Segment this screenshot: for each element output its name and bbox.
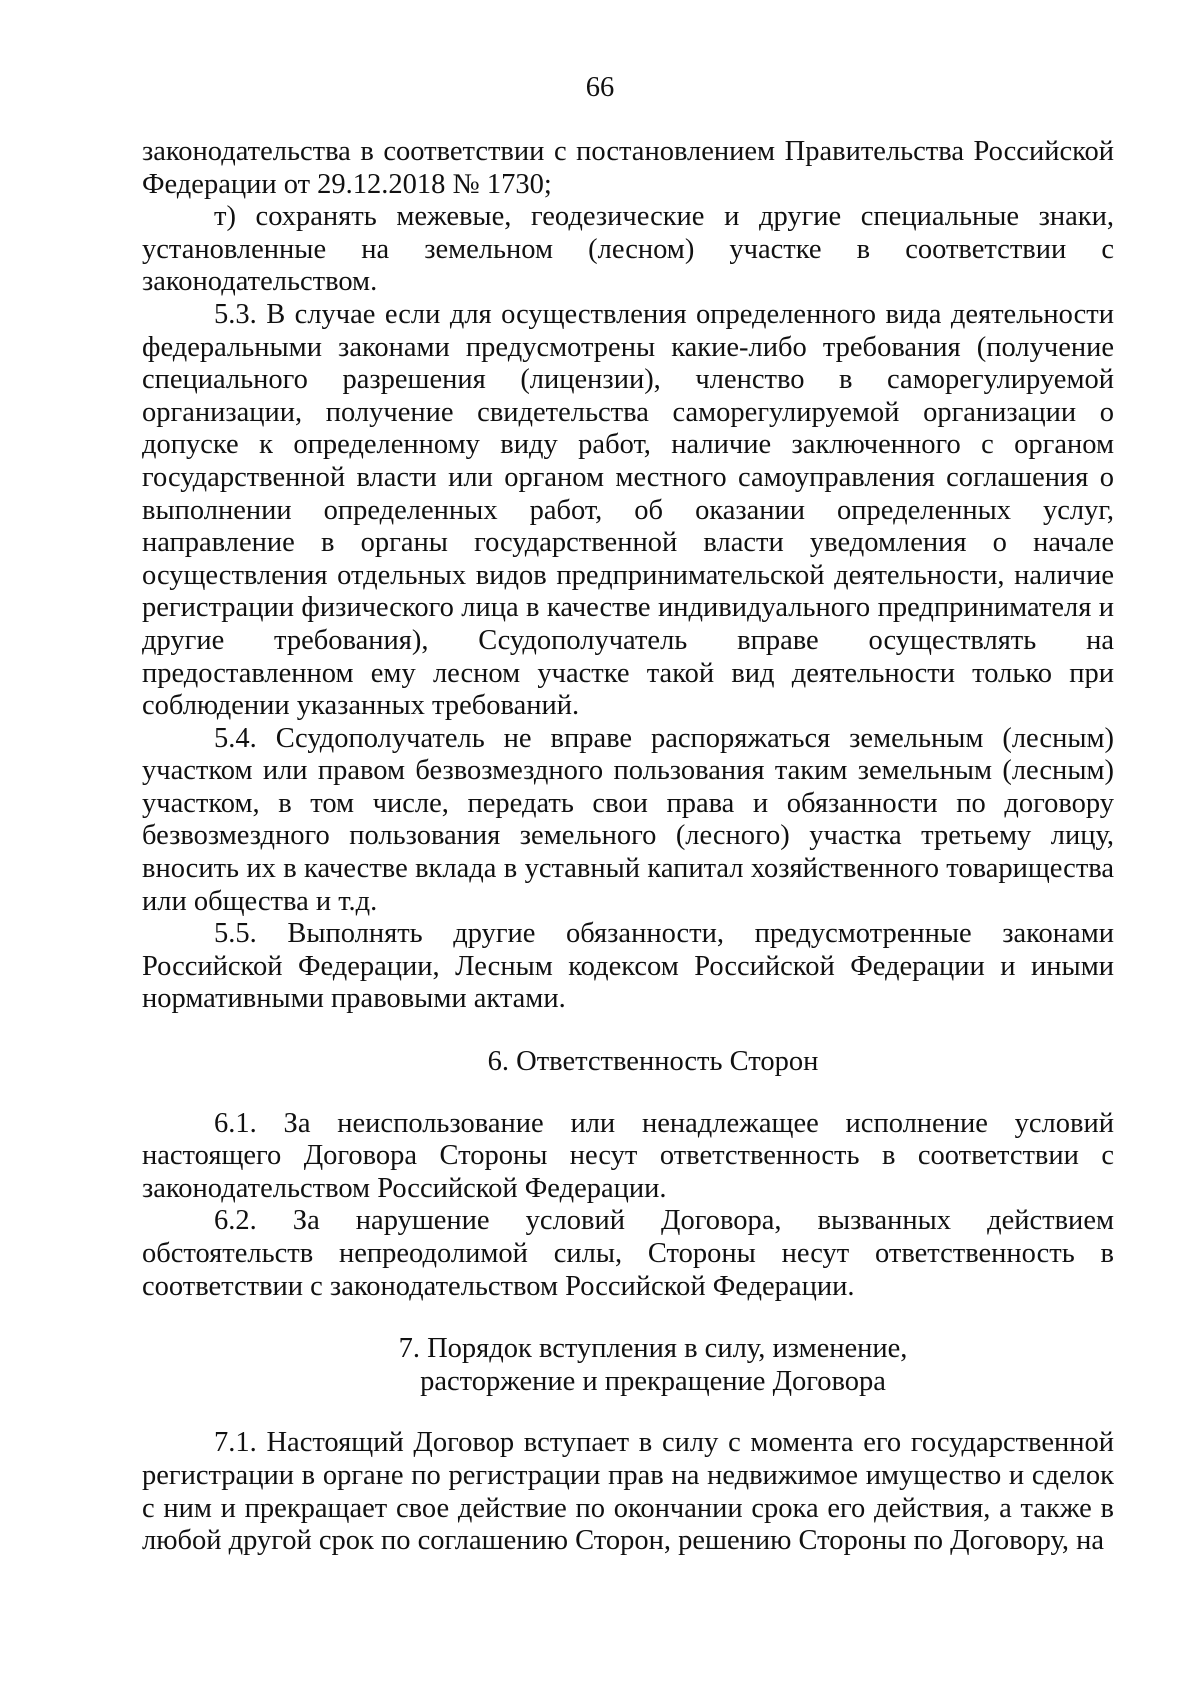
paragraph-item-t: т) сохранять межевые, геодезические и другие специальные знаки, установленные на земельном (лесном) участке в соответствии с законодательством. [142, 201, 1114, 298]
paragraph-continuation: законодательства в соответствии с постановлением Правительства Российской Федерации от 29.12.2018 № 1730; [142, 136, 1114, 200]
section-6-heading: 6. Ответственность Сторон [487, 1046, 819, 1078]
section-7-heading-line-2: расторжение и прекращение Договора [420, 1365, 886, 1397]
paragraph-5-5: 5.5. Выполнять другие обязанности, предусмотренные законами Российской Федерации, Лесным кодексом Российской Федерации и иными нормативными правовыми актами. [142, 918, 1114, 1015]
document-body [142, 136, 1114, 1558]
paragraph-6-1: 6.1. За неиспользование или ненадлежащее исполнение условий настоящего Договора Стороны несут ответственность в соответствии с законодательством Российской Федерации. [142, 1107, 1114, 1204]
section-7-heading [142, 1333, 1114, 1398]
paragraph-7-1: 7.1. Настоящий Договор вступает в силу с момента его государственной регистрации в органе по регистрации прав на недвижимое имущество и сделок с ним и прекращает свое действие по окончании срока его действия, а также в любой другой срок по соглашению Сторон, решению Стороны по Договору, на [142, 1427, 1114, 1557]
paragraph-5-4: 5.4. Ссудополучатель не вправе распоряжаться земельным (лесным) участком или правом безвозмездного пользования таким земельным (лесным) участком, в том числе, передать свои права и обязанности по договору безвозмездного пользования земельного (лесного) участка третьему лицу, вносить их в качестве вклада в уставный капитал хозяйственного товарищества или общества и т.д. [142, 722, 1114, 917]
page-number: 66 [585, 72, 615, 103]
paragraph-5-3: 5.3. В случае если для осуществления определенного вида деятельности федеральными законами предусмотрены какие-либо требования (получение специального разрешения (лицензии), членство в саморегулируемой организации, получение свидетельства саморегулируемой организации о допуске к определенному виду работ, наличие заключенного с органом государственной власти или органом местного самоуправления соглашения о выполнении определенных работ, об оказании определенных услуг, направление в органы государственной власти уведомления о начале осуществления отдельных видов предпринимательской деятельности, наличие регистрации физического лица в качестве индивидуального предпринимателя и другие требования), Ссудополучатель вправе осуществлять на предоставленном ему лесном участке такой вид деятельности только при соблюдении указанных требований. [142, 298, 1114, 722]
paragraph-6-2: 6.2. За нарушение условий Договора, вызванных действием обстоятельств непреодолимой силы, Стороны несут ответственность в соответствии с законодательством Российской Федерации. [142, 1205, 1114, 1302]
section-7-heading-line-1: 7. Порядок вступления в силу, изменение, [398, 1333, 908, 1365]
